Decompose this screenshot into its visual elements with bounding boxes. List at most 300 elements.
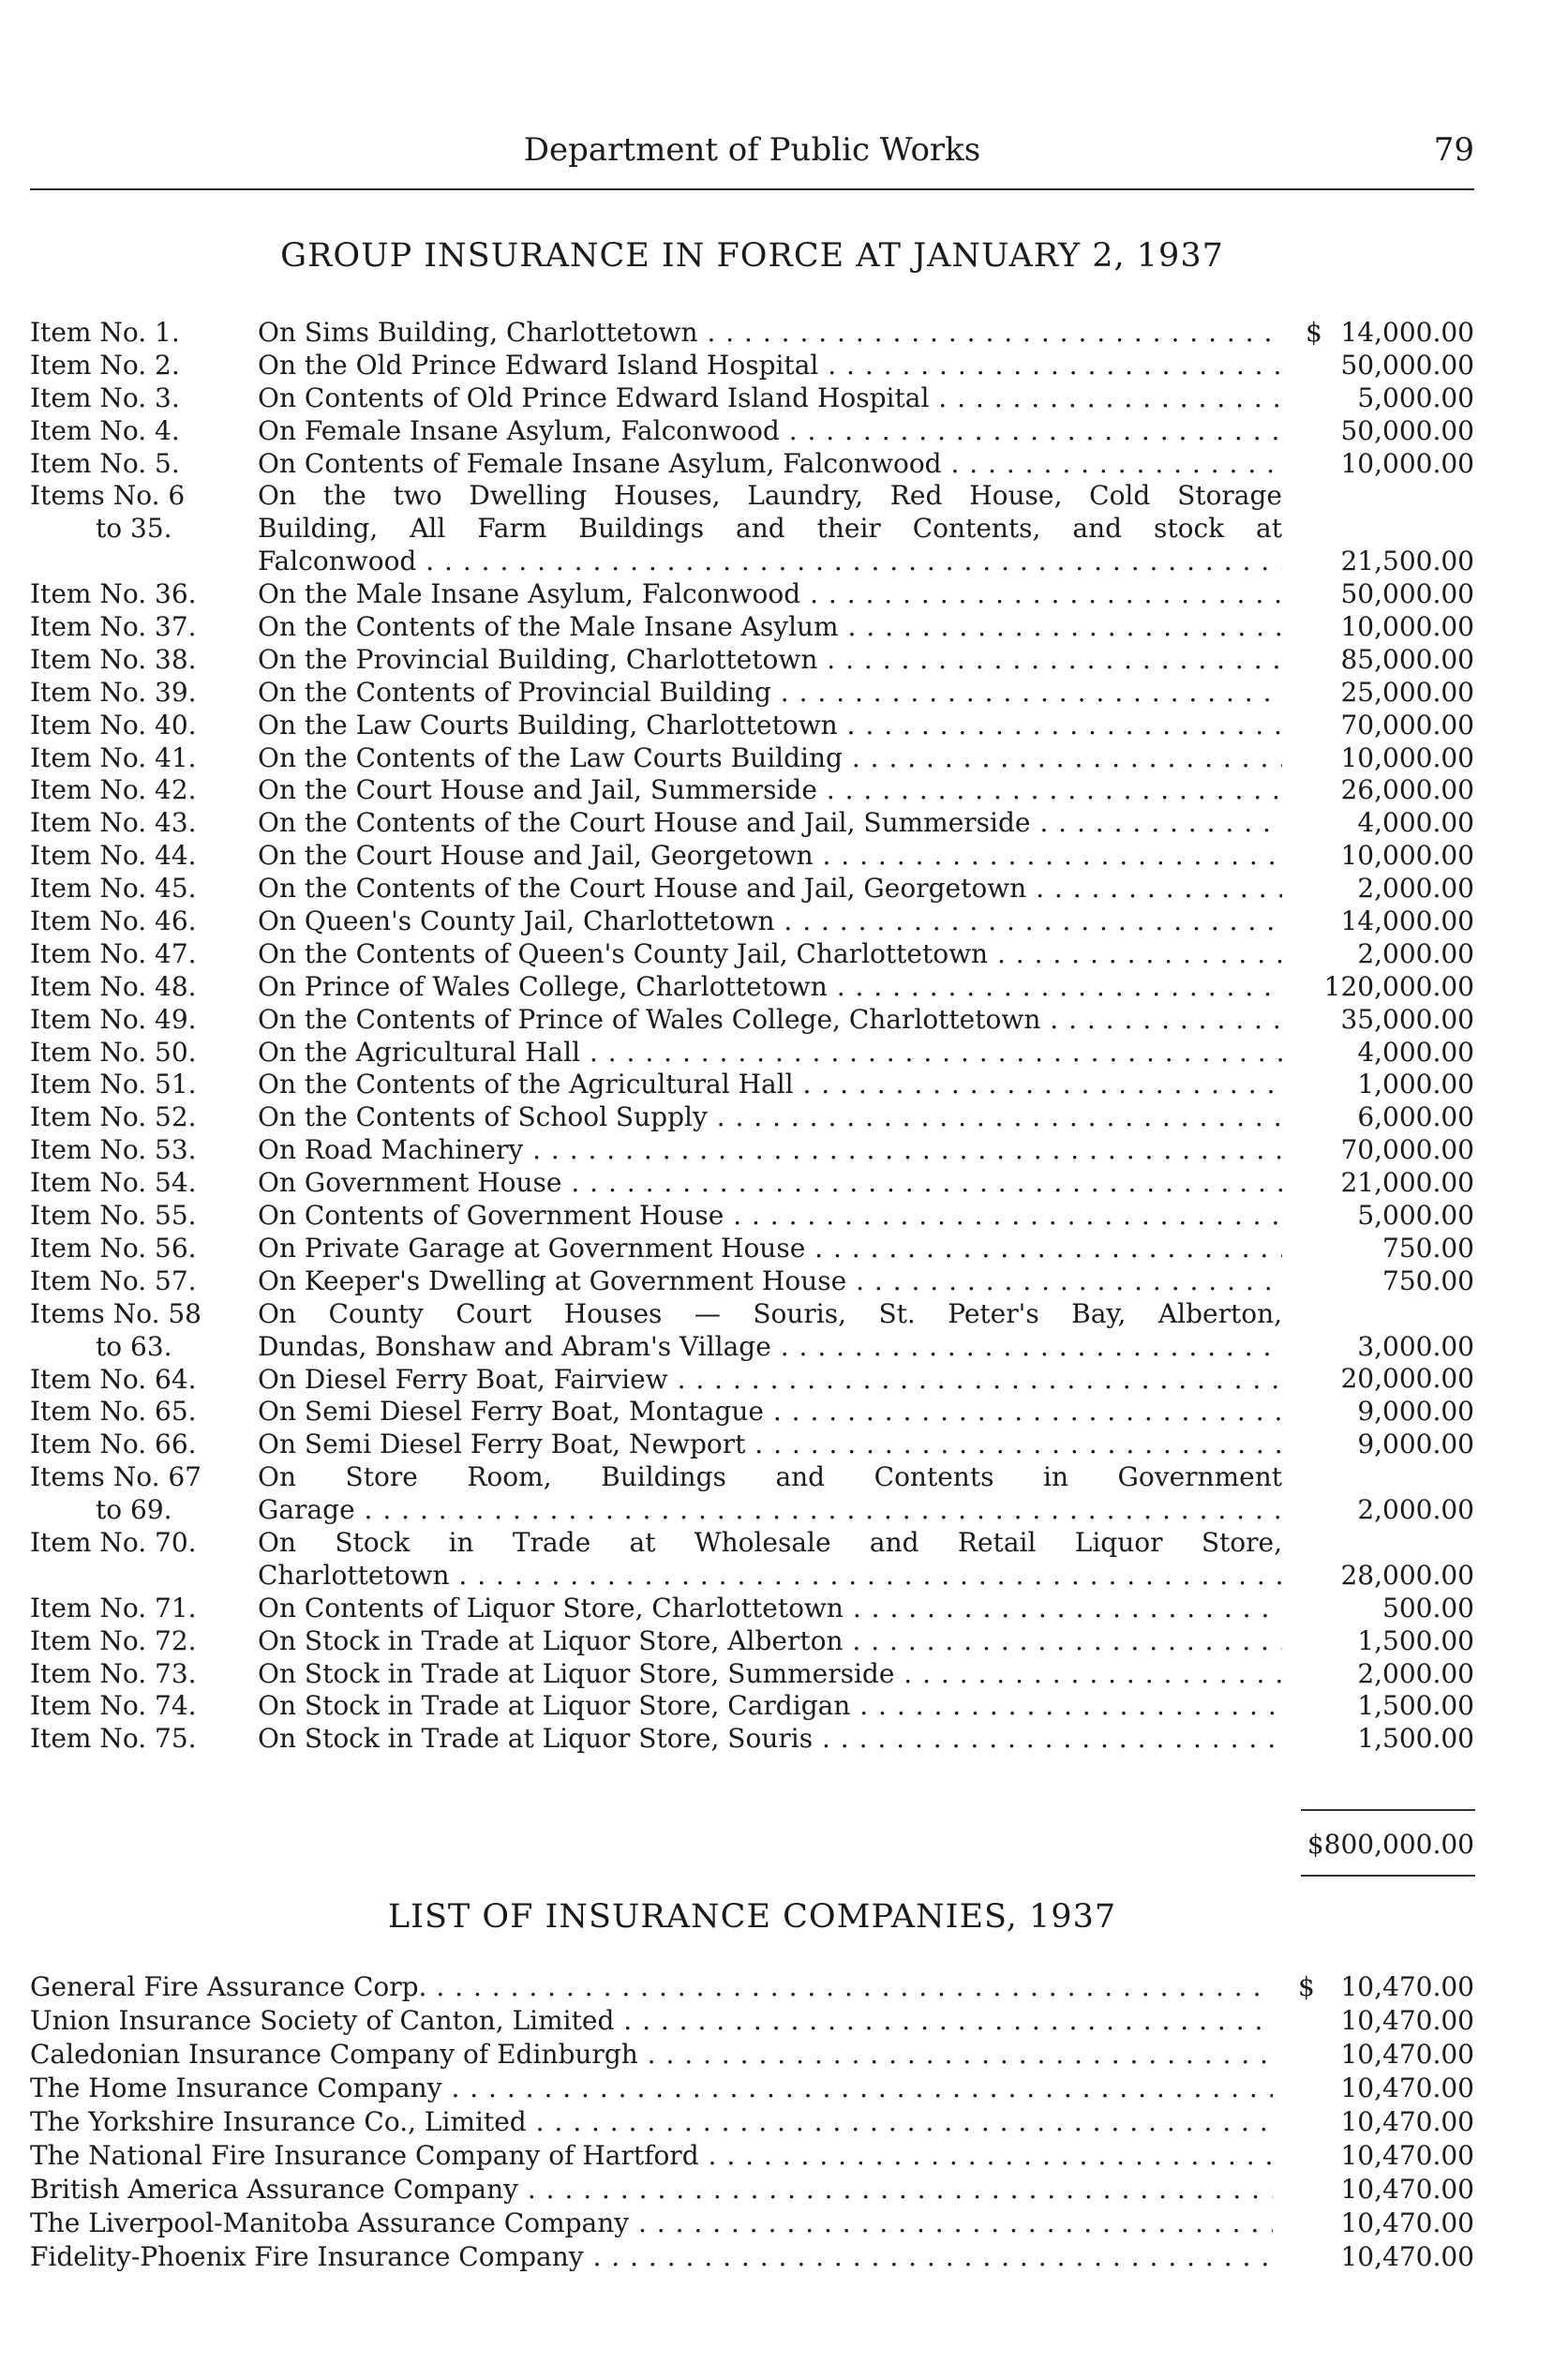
insurance-item-row (30, 840, 1474, 873)
item-number-line: Item No. 45. (30, 873, 197, 905)
item-number (30, 971, 250, 1004)
item-description-line: On the Court House and Jail, Georgetown . . . (258, 840, 1282, 873)
item-number-line: Item No. 74. (30, 1690, 197, 1722)
item-description (258, 1004, 1282, 1037)
insurance-item-row (30, 938, 1474, 971)
currency-sign: $ (1298, 1971, 1315, 2002)
item-number (30, 578, 250, 611)
insurance-item-row (30, 873, 1474, 905)
amount-value: 85,000.00 (1340, 643, 1474, 675)
insurance-item-row (30, 1625, 1474, 1658)
item-description (258, 1101, 1282, 1134)
item-amount (1287, 1429, 1474, 1461)
item-number (30, 1200, 250, 1233)
item-amount (1287, 1200, 1474, 1233)
item-amount (1287, 578, 1474, 611)
item-number (30, 1593, 250, 1625)
item-description-line: On Stock in Trade at Liquor Store, Souris . . . (258, 1723, 1282, 1756)
item-number (30, 644, 250, 677)
item-description (258, 1527, 1282, 1593)
item-number-line: Item No. 1. (30, 317, 180, 348)
company-amount (1287, 1970, 1474, 2004)
item-description-line: On Prince of Wales College, Charlottetown . . . (258, 971, 1282, 1004)
item-description-line: On Private Garage at Government House . . . (258, 1233, 1282, 1265)
amount-value: 5,000.00 (1357, 382, 1474, 413)
item-number (30, 1723, 250, 1756)
item-number-line: Item No. 57. (30, 1264, 197, 1296)
item-number (30, 1265, 250, 1298)
item-description-line: Building, All Farm Buildings and their Contents, and stock at (258, 513, 1282, 545)
item-description (258, 905, 1282, 938)
item-amount (1287, 1101, 1474, 1134)
item-number-line: Item No. 5. (30, 447, 180, 479)
item-description (258, 807, 1282, 840)
item-amount (1287, 1331, 1474, 1364)
insurance-item-row (30, 1658, 1474, 1691)
amount-value: 4,000.00 (1357, 1036, 1474, 1068)
item-description-line: On the Contents of Provincial Building . . . (258, 677, 1282, 710)
item-number (30, 1134, 250, 1167)
amount-value: 10,470.00 (1340, 1971, 1474, 2002)
item-number-line: Item No. 48. (30, 970, 197, 1002)
amount-value: 9,000.00 (1357, 1429, 1474, 1460)
item-number-line: Item No. 37. (30, 611, 197, 643)
item-number-line: Items No. 6 (30, 480, 186, 512)
item-number (30, 1167, 250, 1200)
item-number (30, 611, 250, 644)
amount-value: 120,000.00 (1323, 970, 1474, 1002)
amount-value: 5,000.00 (1357, 1200, 1474, 1232)
item-description (258, 1429, 1282, 1461)
item-amount (1287, 742, 1474, 775)
insurance-item-row (30, 1298, 1474, 1364)
item-amount (1287, 1134, 1474, 1167)
item-number (30, 840, 250, 873)
total-rule-top (1301, 1809, 1475, 1811)
insurance-item-row (30, 1429, 1474, 1461)
currency-sign: $ (1306, 316, 1322, 348)
item-description-line: On Government House . . . (258, 1167, 1282, 1200)
item-number (30, 1396, 250, 1429)
item-description-line: Falconwood . . . (258, 546, 1282, 578)
amount-value: 14,000.00 (1340, 316, 1474, 348)
item-amount (1287, 1658, 1474, 1691)
item-number-line: Item No. 64. (30, 1363, 197, 1395)
item-number (30, 1527, 250, 1560)
amount-value: 10,470.00 (1340, 2241, 1474, 2272)
amount-value: 21,000.00 (1340, 1167, 1474, 1199)
item-number (30, 415, 250, 448)
company-row (30, 2072, 1474, 2105)
item-description-line: On Semi Diesel Ferry Boat, Montague . . . (258, 1396, 1282, 1429)
item-number (30, 905, 250, 938)
item-description (258, 1396, 1282, 1429)
item-description-line: Dundas, Bonshaw and Abram's Village . . . (258, 1331, 1282, 1364)
item-number (30, 448, 250, 481)
item-amount (1287, 774, 1474, 807)
amount-value: 1,500.00 (1357, 1690, 1474, 1722)
item-description (258, 873, 1282, 905)
amount-value: 10,000.00 (1340, 741, 1474, 773)
running-head-title: Department of Public Works (523, 131, 981, 169)
amount-value: 21,500.00 (1340, 546, 1474, 577)
item-description (258, 1690, 1282, 1723)
item-description-line: On the Contents of the Male Insane Asylum . . . (258, 611, 1282, 644)
item-number-line: Item No. 65. (30, 1396, 197, 1428)
item-description-line: On the Contents of the Agricultural Hall . . . (258, 1069, 1282, 1101)
item-number-line: Item No. 54. (30, 1167, 197, 1199)
item-number (30, 1069, 250, 1101)
item-description (258, 578, 1282, 611)
item-description (258, 677, 1282, 710)
item-number-line: Item No. 36. (30, 578, 197, 610)
insurance-item-row (30, 742, 1474, 775)
item-amount (1287, 1265, 1474, 1298)
item-description (258, 1265, 1282, 1298)
item-number-line: to 35. (96, 513, 172, 545)
amount-value: 70,000.00 (1340, 1134, 1474, 1166)
item-amount (1287, 382, 1474, 415)
item-amount (1287, 448, 1474, 481)
item-number (30, 1461, 250, 1527)
company-name: Union Insurance Society of Canton, Limited . . . (30, 2004, 1273, 2038)
company-row (30, 2207, 1474, 2240)
item-amount (1287, 971, 1474, 1004)
amount-value: 750.00 (1382, 1264, 1474, 1296)
item-description (258, 415, 1282, 448)
item-amount (1287, 644, 1474, 677)
item-amount (1287, 1004, 1474, 1037)
company-amount (1287, 2139, 1474, 2173)
item-description-line: Charlottetown . . . (258, 1560, 1282, 1593)
header-rule (30, 188, 1474, 190)
company-name: Fidelity-Phoenix Fire Insurance Company . . . (30, 2240, 1273, 2274)
amount-value: 9,000.00 (1357, 1396, 1474, 1428)
item-description-line: On Store Room, Buildings and Contents in Government (258, 1461, 1282, 1493)
insurance-item-row (30, 774, 1474, 807)
item-number (30, 1658, 250, 1691)
item-number-line: Item No. 42. (30, 774, 197, 806)
item-number-line: Item No. 49. (30, 1003, 197, 1035)
insurance-item-row (30, 807, 1474, 840)
insurance-item-row (30, 1364, 1474, 1397)
item-number-line: Items No. 67 (30, 1461, 202, 1493)
item-amount (1287, 1593, 1474, 1625)
item-description (258, 1658, 1282, 1691)
company-name: The Liverpool-Manitoba Assurance Company . . . (30, 2207, 1273, 2240)
item-number (30, 1364, 250, 1397)
item-number (30, 1004, 250, 1037)
amount-value: 10,470.00 (1340, 2106, 1474, 2137)
company-name: British America Assurance Company . . . (30, 2173, 1273, 2207)
item-description-line: On Diesel Ferry Boat, Fairview . . . (258, 1364, 1282, 1397)
item-number (30, 1101, 250, 1134)
item-description (258, 774, 1282, 807)
item-amount (1287, 1690, 1474, 1723)
item-number-line: Item No. 73. (30, 1657, 197, 1689)
item-number-line: Item No. 38. (30, 643, 197, 675)
amount-value: 2,000.00 (1357, 1657, 1474, 1689)
item-amount (1287, 1494, 1474, 1527)
insurance-item-row (30, 1396, 1474, 1429)
item-description (258, 317, 1282, 350)
item-description-line: On Stock in Trade at Liquor Store, Alberton . . . (258, 1625, 1282, 1658)
item-number (30, 382, 250, 415)
item-description (258, 1625, 1282, 1658)
insurance-items-list (30, 317, 1474, 1756)
item-number-line: Item No. 66. (30, 1429, 197, 1460)
insurance-item-row (30, 1101, 1474, 1134)
company-name: The Home Insurance Company . . . (30, 2072, 1273, 2105)
item-description (258, 1298, 1282, 1364)
item-number (30, 677, 250, 710)
item-description-line: On the Provincial Building, Charlottetown . . . (258, 644, 1282, 677)
company-row (30, 2240, 1474, 2274)
item-number (30, 1690, 250, 1723)
item-description-line: On the Contents of Queen's County Jail, Charlottetown . . . (258, 938, 1282, 971)
item-description (258, 644, 1282, 677)
amount-value: 4,000.00 (1357, 807, 1474, 839)
company-row (30, 2038, 1474, 2072)
item-description-line: On the Contents of the Court House and Jail, Georgetown . . . (258, 873, 1282, 905)
amount-value: 750.00 (1382, 1232, 1474, 1264)
item-amount (1287, 677, 1474, 710)
amount-value: 3,000.00 (1357, 1330, 1474, 1362)
amount-value: 35,000.00 (1340, 1003, 1474, 1035)
item-amount (1287, 415, 1474, 448)
amount-value: 20,000.00 (1340, 1363, 1474, 1395)
item-description (258, 742, 1282, 775)
company-amount (1287, 2004, 1474, 2038)
amount-value: 14,000.00 (1340, 905, 1474, 937)
amount-value: 10,000.00 (1340, 447, 1474, 479)
group-insurance-title: GROUP INSURANCE IN FORCE AT JANUARY 2, 1937 (280, 237, 1224, 275)
item-number-line: to 63. (96, 1330, 172, 1362)
item-description (258, 1593, 1282, 1625)
item-number-line: Item No. 43. (30, 807, 197, 839)
item-description (258, 1069, 1282, 1101)
item-description-line: On Queen's County Jail, Charlottetown . . . (258, 905, 1282, 938)
amount-value: 2,000.00 (1357, 1494, 1474, 1526)
amount-value: 500.00 (1382, 1592, 1474, 1623)
item-amount (1287, 840, 1474, 873)
company-amount (1287, 2173, 1474, 2207)
item-number-line: Items No. 58 (30, 1297, 202, 1329)
item-description-line: On the Old Prince Edward Island Hospital . . . (258, 350, 1282, 382)
amount-value: 1,500.00 (1357, 1624, 1474, 1656)
company-name: The Yorkshire Insurance Co., Limited . . . (30, 2105, 1273, 2139)
item-number (30, 317, 250, 350)
item-number-line: to 69. (96, 1494, 172, 1526)
insurance-item-row (30, 710, 1474, 742)
item-number (30, 480, 250, 546)
amount-value: 2,000.00 (1357, 937, 1474, 969)
item-amount (1287, 1396, 1474, 1429)
amount-value: 10,000.00 (1340, 840, 1474, 872)
item-amount (1287, 1037, 1474, 1070)
insurance-companies-list (30, 1970, 1474, 2274)
item-amount (1287, 350, 1474, 382)
total-rule-bottom (1301, 1875, 1475, 1877)
amount-value: 2,000.00 (1357, 873, 1474, 905)
amount-value: 10,470.00 (1340, 2039, 1474, 2070)
item-description (258, 1364, 1282, 1397)
amount-value: 50,000.00 (1340, 349, 1474, 381)
item-description-line: On the Contents of the Court House and Jail, Summerside . . . (258, 807, 1282, 840)
item-amount (1287, 1069, 1474, 1101)
item-amount (1287, 1363, 1474, 1396)
item-description-line: On Road Machinery . . . (258, 1134, 1282, 1167)
item-description-line: On the Contents of School Supply . . . (258, 1101, 1282, 1134)
insurance-item-row (30, 317, 1474, 350)
company-row (30, 2105, 1474, 2139)
amount-value: 26,000.00 (1340, 774, 1474, 806)
item-amount (1287, 1723, 1474, 1756)
insurance-item-row (30, 415, 1474, 448)
item-number (30, 1233, 250, 1265)
item-description-line: On Contents of Liquor Store, Charlottetown . . . (258, 1593, 1282, 1625)
item-number-line: Item No. 39. (30, 676, 197, 708)
item-description (258, 1233, 1282, 1265)
item-number (30, 774, 250, 807)
item-description-line: On Female Insane Asylum, Falconwood . . . (258, 415, 1282, 448)
company-amount (1287, 2072, 1474, 2105)
item-number-line: Item No. 53. (30, 1134, 197, 1166)
item-number-line: Item No. 55. (30, 1200, 197, 1232)
item-description-line: On the Agricultural Hall . . . (258, 1037, 1282, 1070)
item-description (258, 448, 1282, 481)
insurance-item-row (30, 1233, 1474, 1265)
item-amount (1287, 546, 1474, 578)
item-description (258, 1200, 1282, 1233)
item-number (30, 938, 250, 971)
item-number (30, 1429, 250, 1461)
item-description (258, 1167, 1282, 1200)
company-row (30, 2173, 1474, 2207)
page-number: 79 (1433, 131, 1474, 169)
item-amount (1287, 873, 1474, 905)
item-amount (1287, 317, 1474, 350)
item-description-line: On the Court House and Jail, Summerside . . . (258, 774, 1282, 807)
company-amount (1287, 2207, 1474, 2240)
amount-value: 28,000.00 (1340, 1559, 1474, 1591)
item-number-line: Item No. 44. (30, 840, 197, 872)
item-amount (1287, 1560, 1474, 1593)
item-number-line: Item No. 51. (30, 1069, 197, 1100)
item-description-line: On Contents of Government House . . . (258, 1200, 1282, 1233)
insurance-item-row (30, 905, 1474, 938)
item-amount (1287, 1233, 1474, 1265)
item-description-line: On the two Dwelling Houses, Laundry, Red House, Cold Storage (258, 480, 1282, 512)
item-number-line: Item No. 3. (30, 382, 180, 413)
running-head (30, 131, 1474, 169)
company-amount (1287, 2105, 1474, 2139)
item-amount (1287, 611, 1474, 644)
item-description-line: On the Law Courts Building, Charlottetown . . . (258, 710, 1282, 742)
item-number (30, 873, 250, 905)
item-number (30, 350, 250, 382)
item-description-line: On the Male Insane Asylum, Falconwood . . . (258, 578, 1282, 611)
insurance-item-row (30, 677, 1474, 710)
company-amount (1287, 2240, 1474, 2274)
item-number-line: Item No. 46. (30, 905, 197, 937)
amount-value: 10,470.00 (1340, 2005, 1474, 2036)
item-number-line: Item No. 75. (30, 1723, 197, 1755)
company-name: General Fire Assurance Corp. . . . (30, 1970, 1273, 2004)
amount-value: 10,470.00 (1340, 2072, 1474, 2103)
insurance-item-row (30, 480, 1474, 578)
item-number (30, 807, 250, 840)
item-number (30, 1625, 250, 1658)
item-number-line: Item No. 40. (30, 709, 197, 741)
insurance-item-row (30, 578, 1474, 611)
insurance-item-row (30, 1461, 1474, 1527)
companies-title: LIST OF INSURANCE COMPANIES, 1937 (387, 1898, 1117, 1936)
item-description (258, 840, 1282, 873)
item-amount (1287, 1625, 1474, 1658)
item-amount (1287, 1167, 1474, 1200)
item-description (258, 350, 1282, 382)
insurance-item-row (30, 1265, 1474, 1298)
item-number-line: Item No. 41. (30, 741, 197, 773)
insurance-item-row (30, 448, 1474, 481)
amount-value: 6,000.00 (1357, 1101, 1474, 1133)
item-number-line: Item No. 2. (30, 349, 180, 381)
insurance-item-row (30, 1690, 1474, 1723)
item-description (258, 1461, 1282, 1527)
item-description-line: On Stock in Trade at Wholesale and Retail Liquor Store, (258, 1526, 1282, 1558)
insurance-item-row (30, 1527, 1474, 1593)
insurance-total: $800,000.00 (1307, 1829, 1474, 1860)
item-number (30, 1298, 250, 1364)
item-description-line: On Sims Building, Charlottetown . . . (258, 317, 1282, 350)
amount-value: 10,000.00 (1340, 611, 1474, 642)
amount-value: 1,000.00 (1357, 1069, 1474, 1100)
item-amount (1287, 710, 1474, 742)
item-description (258, 382, 1282, 415)
item-number-line: Item No. 52. (30, 1101, 197, 1133)
company-row (30, 2004, 1474, 2038)
item-number-line: Item No. 56. (30, 1232, 197, 1264)
insurance-item-row (30, 1200, 1474, 1233)
item-description (258, 1723, 1282, 1756)
insurance-item-row (30, 350, 1474, 382)
amount-value: 10,470.00 (1340, 2174, 1474, 2205)
amount-value: 1,500.00 (1357, 1723, 1474, 1755)
insurance-item-row (30, 1134, 1474, 1167)
item-description-line: On Contents of Old Prince Edward Island Hospital . . . (258, 382, 1282, 415)
item-description-line: On Semi Diesel Ferry Boat, Newport . . . (258, 1429, 1282, 1461)
item-number-line: Item No. 72. (30, 1624, 197, 1656)
item-amount (1287, 807, 1474, 840)
item-description-line: On County Court Houses — Souris, St. Peter's Bay, Alberton, (258, 1297, 1282, 1329)
company-row (30, 2139, 1474, 2173)
insurance-item-row (30, 644, 1474, 677)
amount-value: 50,000.00 (1340, 414, 1474, 446)
item-description (258, 1037, 1282, 1070)
item-description-line: On the Contents of Prince of Wales College, Charlottetown . . . (258, 1004, 1282, 1037)
item-number (30, 1037, 250, 1070)
amount-value: 50,000.00 (1340, 578, 1474, 610)
item-number-line: Item No. 70. (30, 1526, 197, 1558)
company-name: The National Fire Insurance Company of Hartford . . . (30, 2139, 1273, 2173)
amount-value: 10,470.00 (1340, 2140, 1474, 2171)
insurance-item-row (30, 382, 1474, 415)
insurance-item-row (30, 1723, 1474, 1756)
item-description (258, 971, 1282, 1004)
company-name: Caledonian Insurance Company of Edinburgh . . . (30, 2038, 1273, 2072)
item-description (258, 1134, 1282, 1167)
